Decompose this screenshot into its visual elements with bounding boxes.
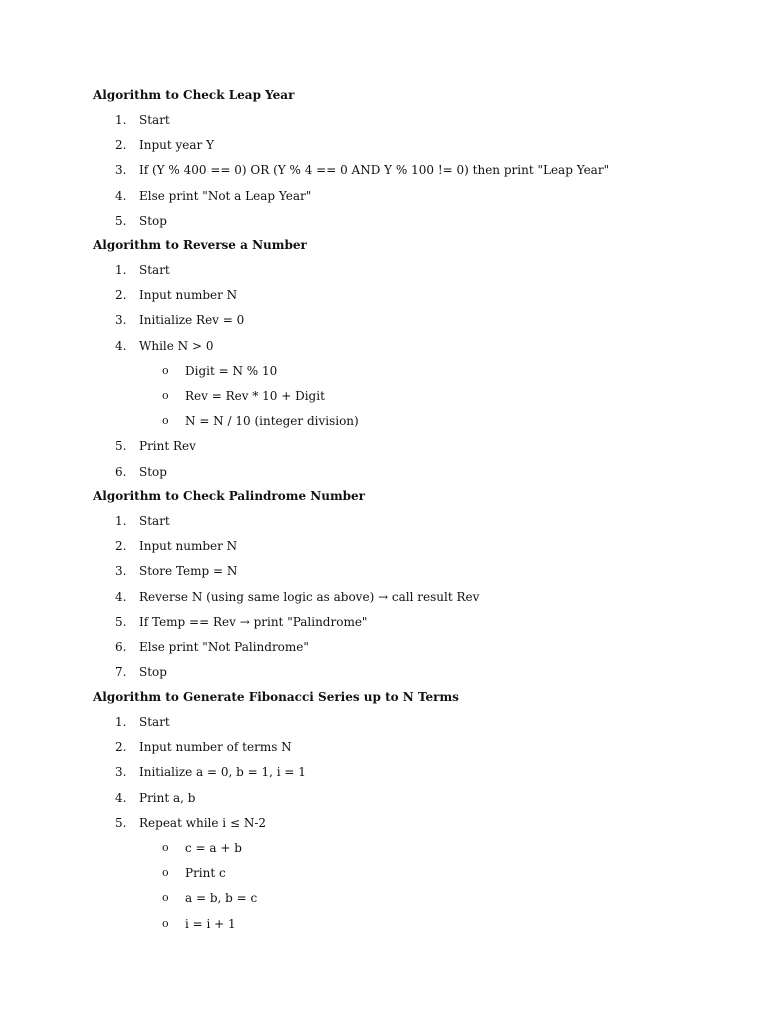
list-item (93, 204, 733, 229)
item-text: Input number of terms N (139, 740, 292, 755)
bullet-marker: o (162, 414, 169, 428)
bullet-marker: o (162, 840, 169, 854)
sub-list-item (93, 354, 733, 379)
bullet-marker: o (162, 363, 169, 377)
item-text: Repeat while i ≤ N-2 (139, 815, 267, 830)
list-item (93, 303, 733, 328)
section-heading: Algorithm to Check Leap Year (93, 88, 295, 102)
section-heading: Algorithm to Generate Fibonacci Series up to N Terms (93, 690, 459, 704)
item-text: Input year Y (139, 138, 215, 153)
item-number: 3. (115, 564, 127, 579)
item-text: Start (139, 263, 170, 277)
item-text: i = i + 1 (185, 916, 236, 931)
list-item (93, 705, 733, 730)
item-number: 2. (115, 539, 127, 554)
item-text: Print Rev (139, 439, 196, 454)
bullet-marker: o (162, 891, 169, 905)
section-heading: Algorithm to Reverse a Number (93, 238, 307, 252)
list-item (93, 504, 733, 529)
sub-list-item (93, 881, 733, 906)
item-number: 1. (115, 715, 127, 729)
list-item (93, 153, 733, 178)
list-item (93, 128, 733, 153)
item-number: 5. (115, 213, 127, 228)
list-item (93, 781, 733, 806)
item-number: 4. (115, 188, 127, 203)
list-item (93, 429, 733, 454)
item-number: 4. (115, 589, 127, 604)
item-text: Start (139, 514, 170, 528)
item-text: Input number N (139, 288, 238, 303)
item-text: Else print "Not Palindrome" (139, 639, 309, 654)
sub-list-item (93, 907, 733, 932)
item-number: 2. (115, 288, 127, 303)
item-text: Digit = N % 10 (185, 363, 278, 378)
bullet-marker: o (162, 916, 169, 930)
sub-list-item (93, 856, 733, 881)
section-reverse-number (93, 237, 733, 480)
list-item (93, 655, 733, 680)
section-heading: Algorithm to Check Palindrome Number (93, 489, 366, 503)
item-text: Else print "Not a Leap Year" (139, 188, 312, 203)
item-number: 1. (115, 514, 127, 528)
item-number: 7. (115, 665, 127, 680)
item-text: Stop (139, 213, 167, 228)
item-number: 3. (115, 765, 127, 780)
list-item (93, 730, 733, 755)
list-item (93, 529, 733, 554)
list-item (93, 103, 733, 128)
list-item (93, 605, 733, 630)
sub-list-item (93, 831, 733, 856)
list-item (93, 630, 733, 655)
list-item (93, 455, 733, 480)
list-item (93, 580, 733, 605)
item-number: 3. (115, 163, 127, 178)
sub-list-item (93, 379, 733, 404)
item-number: 3. (115, 313, 127, 328)
item-text: Store Temp = N (139, 564, 238, 579)
bullet-marker: o (162, 388, 169, 402)
item-number: 2. (115, 740, 127, 755)
list-item (93, 755, 733, 780)
section-leap-year (93, 87, 733, 229)
item-number: 2. (115, 138, 127, 153)
item-text: Print c (185, 866, 226, 881)
list-item (93, 554, 733, 579)
bullet-marker: o (162, 866, 169, 880)
item-text: If (Y % 400 == 0) OR (Y % 4 == 0 AND Y % 100 != 0) then print "Leap Year" (139, 163, 610, 178)
item-number: 1. (115, 113, 127, 127)
item-number: 1. (115, 263, 127, 277)
item-text: Input number N (139, 539, 238, 554)
item-text: Initialize Rev = 0 (139, 313, 245, 328)
item-number: 5. (115, 815, 127, 830)
list-item (93, 179, 733, 204)
item-text: N = N / 10 (integer division) (185, 414, 359, 429)
list-item (93, 806, 733, 831)
list-item (93, 278, 733, 303)
item-number: 4. (115, 790, 127, 805)
item-text: Reverse N (using same logic as above) → call result Rev (139, 589, 480, 604)
section-palindrome (93, 488, 733, 680)
item-text: Stop (139, 464, 167, 479)
item-text: c = a + b (185, 840, 242, 855)
item-number: 5. (115, 439, 127, 454)
item-number: 6. (115, 639, 127, 654)
item-number: 5. (115, 614, 127, 629)
item-text: a = b, b = c (185, 891, 258, 906)
item-text: Print a, b (139, 790, 196, 805)
item-number: 4. (115, 338, 127, 353)
sub-list-item (93, 404, 733, 429)
item-text: Start (139, 715, 170, 729)
item-text: Rev = Rev * 10 + Digit (185, 388, 325, 403)
item-text: While N > 0 (139, 338, 214, 353)
item-text: Stop (139, 665, 167, 680)
section-fibonacci (93, 689, 733, 932)
item-text: Start (139, 113, 170, 127)
list-item (93, 253, 733, 278)
item-text: If Temp == Rev → print "Palindrome" (139, 614, 368, 629)
item-text: Initialize a = 0, b = 1, i = 1 (139, 765, 306, 780)
item-number: 6. (115, 464, 127, 479)
list-item (93, 329, 733, 354)
